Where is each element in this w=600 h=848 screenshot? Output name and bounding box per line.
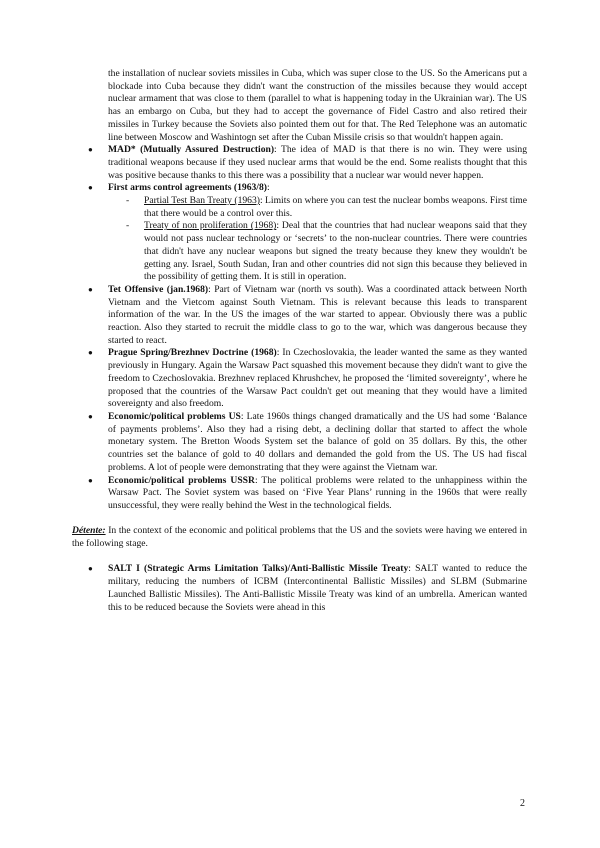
bullet-economic-ussr: [0, 475, 600, 513]
spacer: [0, 513, 600, 526]
bullet-term: Tet Offensive (jan.1968): [108, 283, 209, 295]
bullet-list: [0, 144, 600, 512]
bullet-term: Economic/political problems USSR: [108, 474, 255, 486]
bullet-term: MAD* (Mutually Assured Destruction): [108, 144, 275, 156]
bullet-arms-control: [0, 182, 600, 284]
salt-list: [0, 563, 600, 614]
bullet-icon: ●: [88, 348, 93, 358]
bullet-text: :: [266, 182, 270, 194]
page-content: [0, 68, 600, 614]
bullet-text: : The idea of MAD is that there is no win. They were using traditional weapons because if they used nuclear arms that would be the end. Some realists thought that this was positive because thanks to this there was a possibility that a nuclear war would never happen.: [108, 144, 527, 181]
sub-item-non-proliferation: [108, 220, 527, 284]
bullet-text: : In Czechoslovakia, the leader wanted the same as they wanted previously in Hungary. Again the Warsaw Pact squashed this movement because they didn't want to give the freedom to Czechoslovakia. Brezhnev replaced Khrushchev, he proposed the ‘limited sovereignty’, where he proposed that the countries of the Warsaw Pact couldn't get out meaning that they would have a limited sovereignty and also freedom.: [108, 347, 527, 410]
detente-heading: Détente:: [72, 525, 106, 537]
bullet-icon: ●: [88, 284, 93, 294]
bullet-icon: ●: [88, 145, 93, 155]
bullet-text: : Part of Vietnam war (north vs south). Was a coordinated attack between North Vietnam and the Vietcom against South Vietnam. This is relevant because this leads to transparent information of the war. In the US the images of the war started to appear. Obviously there was a public reaction. Also they started to recruit the middle class to go to the war, which was dangerous because they started to react.: [108, 283, 527, 346]
sub-item-partial-test-ban: [108, 195, 527, 220]
sub-list: [108, 195, 527, 284]
bullet-term: Prague Spring/Brezhnev Doctrine (1968): [108, 347, 277, 359]
dash-marker: -: [126, 220, 130, 232]
bullet-tet-offensive: [0, 284, 600, 348]
sub-item-text: : Limits on where you can test the nuclear bombs weapons. First time that there would be a control over this.: [144, 195, 527, 219]
sub-item-text: : Deal that the countries that had nuclear weapons said that they would not pass nuclear technology or ‘secrets’ to the non-nuclear countries. There were countries that didn't have any nuclear weapons but signed the treaty because they knew they wouldn't be getting any. Israel, South Sudan, Iran and other countries did not sign this because they believed in the possibility of getting them. It is still in operation.: [144, 220, 527, 283]
bullet-text: : SALT wanted to reduce the military, reducing the numbers of ICBM (Intercontinental Ballistic Missiles) and SLBM (Submarine Launched Ballistic Missiles). The Anti-Ballistic Missile Treaty was kind of an umbrella. American wanted this to be reduced because the Soviets were ahead in this: [108, 563, 527, 613]
bullet-icon: ●: [88, 411, 93, 421]
bullet-economic-us: [0, 411, 600, 475]
page-number: 2: [520, 798, 525, 809]
intro-paragraph: the installation of nuclear soviets missiles in Cuba, which was super close to the US. So the Americans put a blockade into Cuba because they didn't want the construction of the missiles because they would accept nuclear armament that was close to them (parallel to what is happening today in the Ukrainian war). The US has an embargo on Cuba, but they had to accept the governance of Fidel Castro and also retired their missiles in Turkey because the Soviets also pointed them out for that. The Red Telephone was an automatic line between Moscow and Washintogn set after the Cuban Missile crisis so that wouldn't happen again.: [108, 68, 527, 143]
sub-item-title: Partial Test Ban Treaty (1963): [144, 195, 260, 207]
bullet-icon: ●: [88, 564, 93, 574]
bullet-icon: ●: [88, 183, 93, 193]
bullet-salt: [0, 563, 600, 614]
detente-text: In the context of the economic and political problems that the US and the soviets were having we entered in the following stage.: [72, 525, 527, 549]
bullet-text: : The political problems were related to the unhappiness within the Warsaw Pact. The Soviet system was based on ‘Five Year Plans’ running in the 1960s that were really unsuccessful, they were really behind the West in the technological fields.: [108, 474, 527, 511]
dash-marker: -: [126, 195, 130, 207]
sub-item-title: Treaty of non proliferation (1968): [144, 220, 277, 232]
bullet-term: Economic/political problems US: [108, 410, 241, 422]
bullet-icon: ●: [88, 475, 93, 485]
bullet-mad: [0, 144, 600, 182]
detente-paragraph: [0, 525, 600, 550]
spacer: [0, 551, 600, 564]
bullet-text: : Late 1960s things changed dramatically and the US had some ‘Balance of payments problems’. Also they had a rising debt, a declining dollar that started to affect the whole monetary system. The Bretton Woods System set the balance of gold on 35 dollars. By this, the other countries set the balance of gold to 40 dollars and demanded the gold from the US. The US had fiscal problems. A lot of people were demonstrating that they were against the Vietnam war.: [108, 410, 527, 473]
bullet-term: SALT I (Strategic Arms Limitation Talks)/Anti-Ballistic Missile Treaty: [108, 563, 409, 575]
bullet-prague-spring: [0, 347, 600, 411]
bullet-term: First arms control agreements (1963/8): [108, 182, 267, 194]
